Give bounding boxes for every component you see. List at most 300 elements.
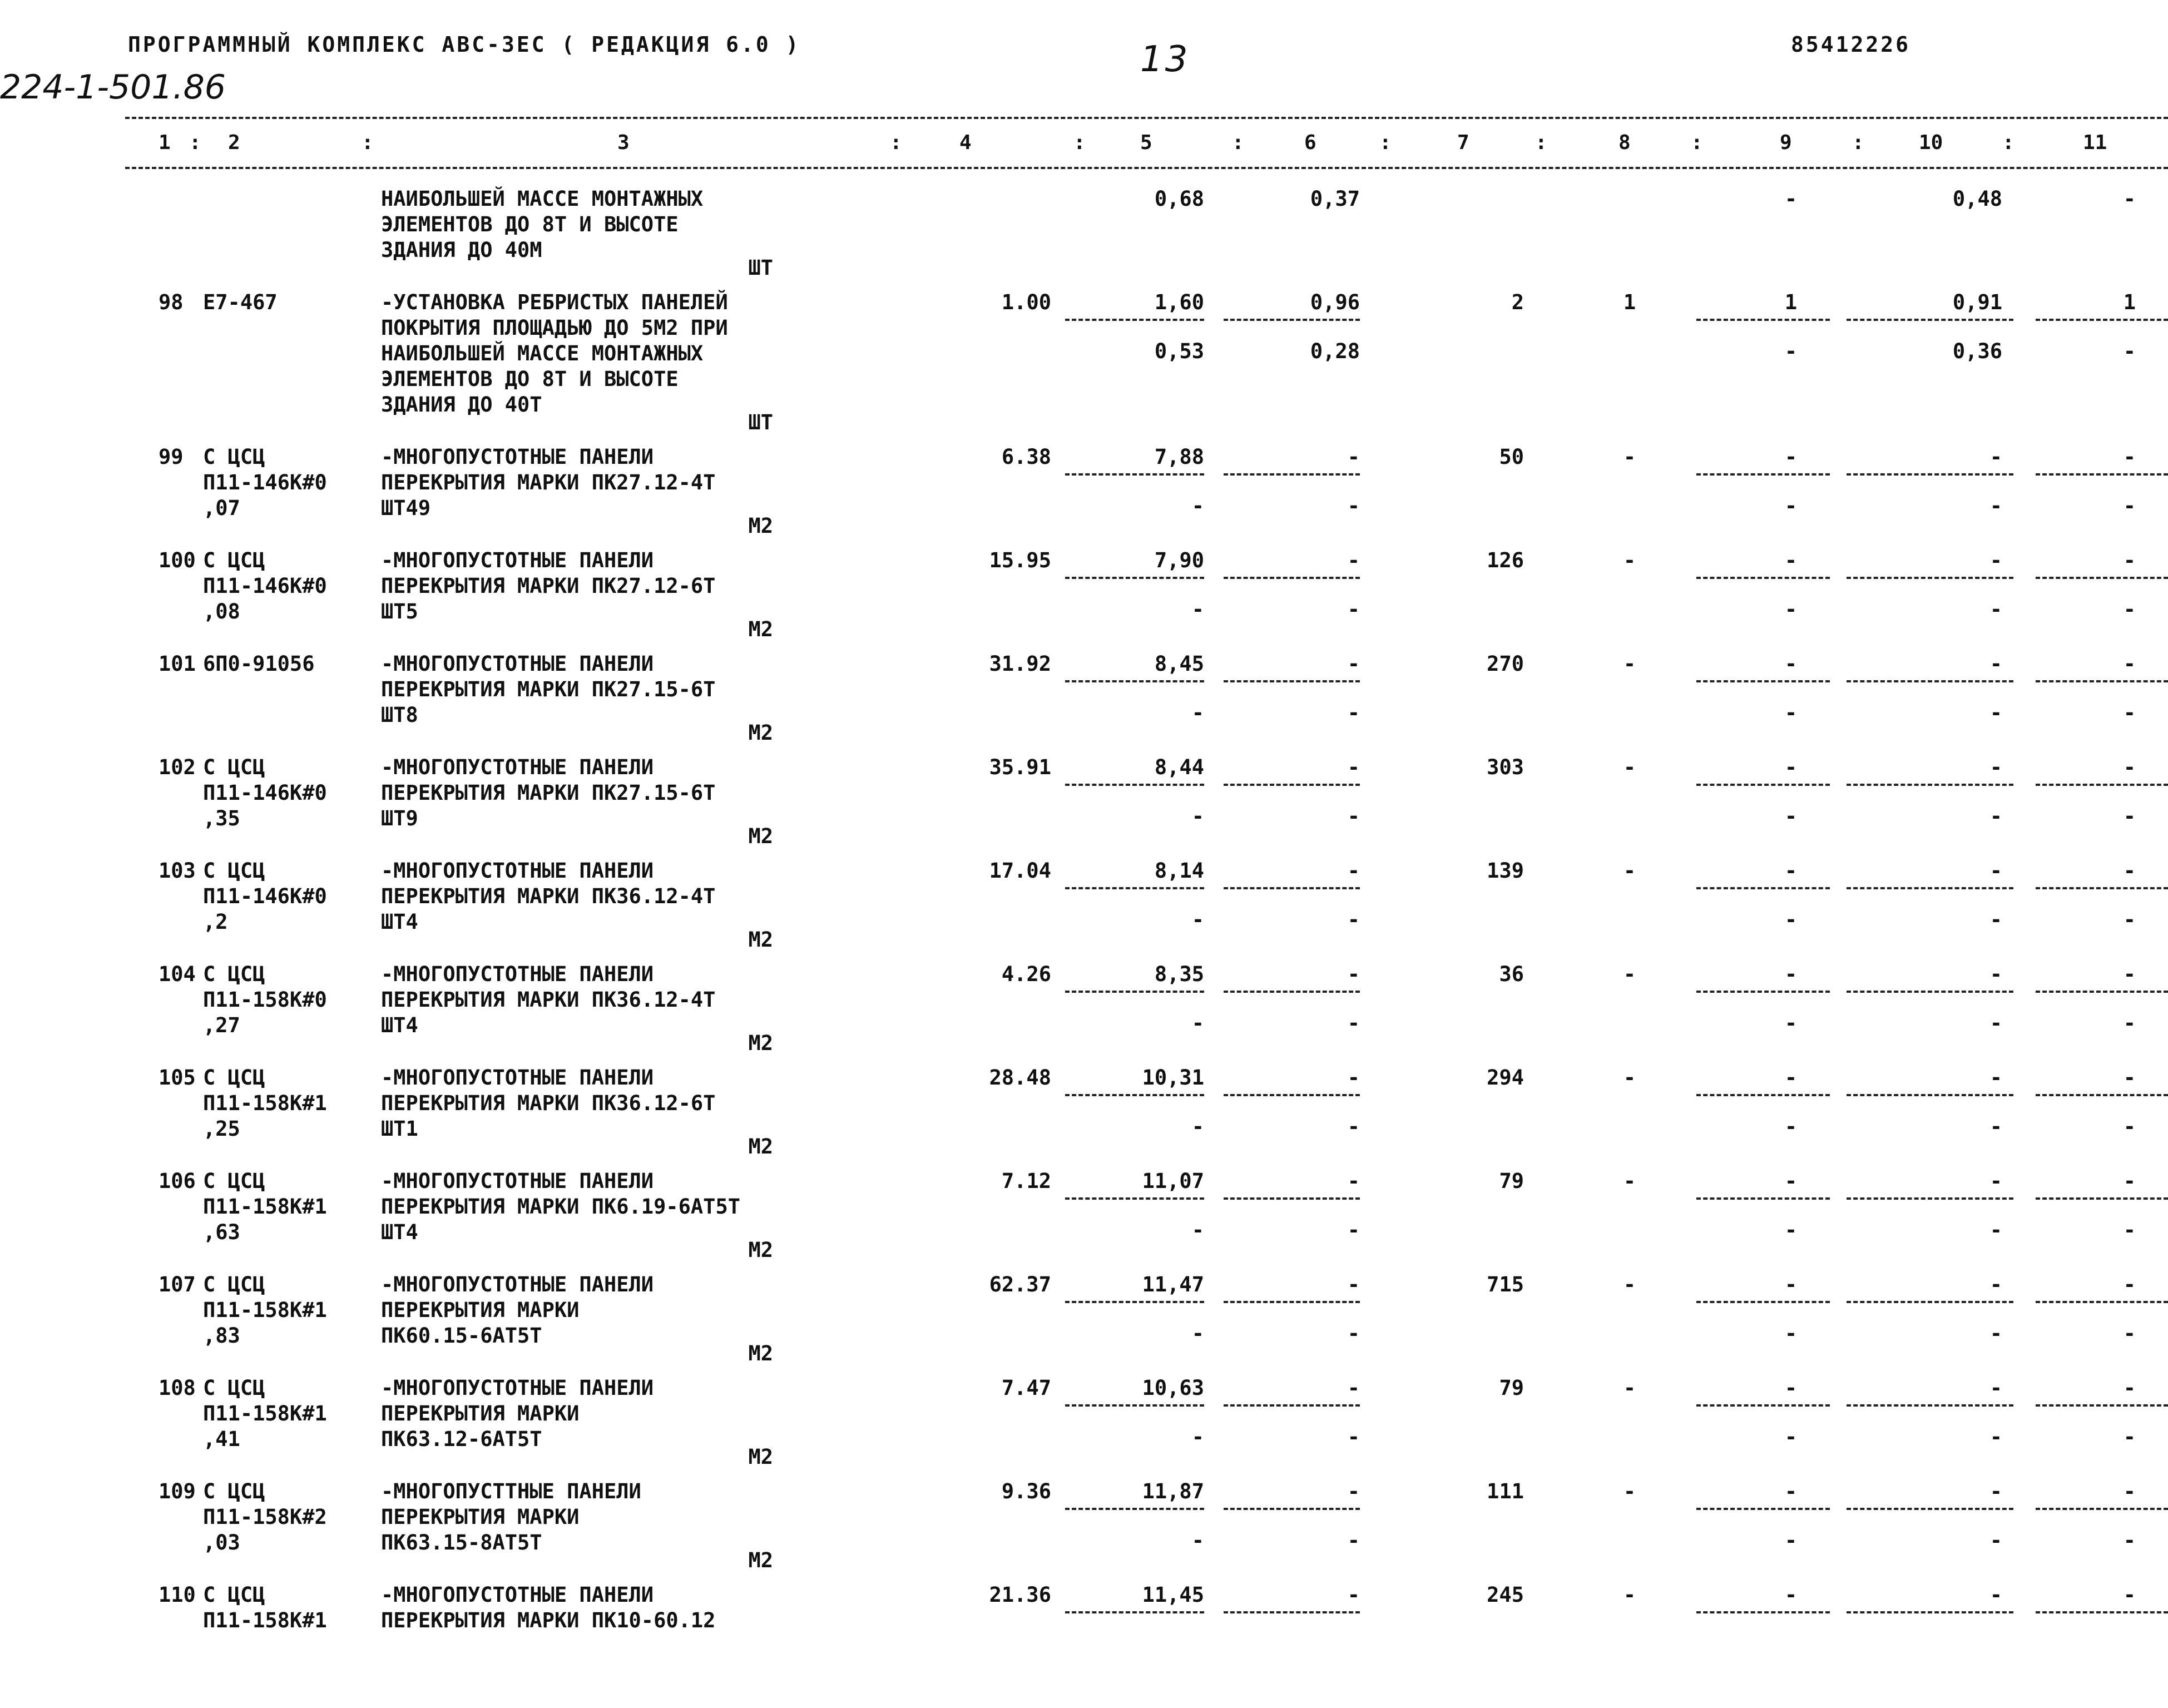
cell-col-4: 62.37	[989, 1273, 1051, 1296]
column-header-2: 2	[228, 131, 240, 154]
column-header-5: 5	[1140, 131, 1152, 154]
cell-col-10: -	[1989, 1169, 2002, 1193]
column-header-1: 1	[159, 131, 171, 154]
cell-col-9-lower: -	[1784, 908, 1798, 932]
sub-row-rule	[1847, 319, 2013, 321]
cell-col-5-lower: -	[1191, 1321, 1204, 1345]
row-code: П11-146К#0	[203, 884, 327, 908]
sub-row-rule	[2036, 319, 2168, 321]
cell-col-9: -	[1784, 962, 1798, 986]
row-number: 98	[159, 290, 184, 314]
cell-col-4: 6.38	[1001, 445, 1051, 469]
cell-col-5-lower: -	[1191, 597, 1204, 621]
cell-col-6: -	[1347, 859, 1360, 883]
column-separator: :	[890, 131, 902, 154]
cell-col-4: 21.36	[989, 1583, 1051, 1607]
sub-row-rule	[2036, 991, 2168, 993]
cell-col-8: -	[1623, 445, 1636, 469]
sub-row-rule	[2036, 887, 2168, 889]
cell-col-8: -	[1623, 652, 1636, 676]
sub-row-rule	[1696, 887, 1830, 889]
cell-col-10-lower: 0,36	[1952, 339, 2002, 363]
sub-row-rule	[1847, 1404, 2013, 1407]
sub-row-rule	[1224, 319, 1360, 321]
column-header-6: 6	[1304, 131, 1316, 154]
cell-col-6-lower: 0,28	[1310, 339, 1360, 363]
cell-col-4: 4.26	[1001, 962, 1051, 986]
row-code: П11-158К#1	[203, 1195, 327, 1219]
cell-col-11-lower: -	[2123, 804, 2136, 828]
cell-col-11-lower: -	[2123, 1115, 2136, 1138]
cell-col-11: -	[2123, 859, 2136, 883]
sub-row-rule	[1065, 319, 1204, 321]
cell-col-5: 8,35	[1154, 962, 1204, 986]
sub-row-rule	[2036, 577, 2168, 579]
cell-col-10: -	[1989, 652, 2002, 676]
row-description: ЭЛЕМЕНТОВ ДО 8Т И ВЫСОТЕ	[381, 212, 679, 236]
document-code: 85412226	[1791, 32, 1911, 57]
row-number: 99	[159, 445, 184, 469]
cell-col-9: -	[1784, 1479, 1798, 1503]
cell-col-11: -	[2123, 548, 2136, 572]
cell-col-6-lower: -	[1347, 1218, 1360, 1242]
row-description: ШТ4	[381, 910, 418, 934]
cell-col-11: -	[2123, 962, 2136, 986]
cell-col-6-lower: -	[1347, 701, 1360, 725]
cell-col-5: 11,07	[1142, 1169, 1204, 1193]
cell-col-11-lower: -	[2123, 339, 2136, 363]
row-description: ПЕРЕКРЫТИЯ МАРКИ ПК27.15-6Т	[381, 781, 716, 805]
cell-col-9: -	[1784, 755, 1798, 779]
row-number: 105	[159, 1066, 196, 1090]
cell-col-6-lower: -	[1347, 908, 1360, 932]
cell-col-9-lower: -	[1784, 701, 1798, 725]
cell-col-10: -	[1989, 1583, 2002, 1607]
row-description: ШТ4	[381, 1220, 418, 1244]
row-code: ,63	[203, 1220, 240, 1244]
row-unit: М2	[748, 617, 773, 641]
sub-row-rule	[2036, 1611, 2168, 1613]
sub-row-rule	[1696, 991, 1830, 993]
sub-row-rule	[1696, 319, 1830, 321]
sub-row-rule	[1224, 1508, 1360, 1510]
cell-col-8: -	[1623, 1066, 1636, 1090]
row-code: П11-158К#2	[203, 1505, 327, 1529]
cell-col-4: 1.00	[1001, 290, 1051, 314]
row-unit: М2	[748, 1135, 773, 1159]
cell-col-11: -	[2123, 1376, 2136, 1400]
cell-col-9-lower: -	[1784, 1321, 1798, 1345]
sub-row-rule	[1847, 1611, 2013, 1613]
cell-col-7: 303	[1487, 755, 1524, 779]
cell-col-8: -	[1623, 1376, 1636, 1400]
cell-col-7: 79	[1499, 1169, 1524, 1193]
cell-col-5: 1,60	[1154, 290, 1204, 314]
cell-col-7: 139	[1487, 859, 1524, 883]
row-number: 101	[159, 652, 196, 676]
sub-row-rule	[1065, 680, 1204, 682]
cell-col-6-lower: -	[1347, 494, 1360, 518]
sub-row-rule	[2036, 784, 2168, 786]
cell-col-9: -	[1784, 859, 1798, 883]
cell-col-9: -	[1784, 548, 1798, 572]
cell-col-11: -	[2123, 1479, 2136, 1503]
cell-col-4: 31.92	[989, 652, 1051, 676]
column-header-11: 11	[2083, 131, 2107, 154]
row-code: ,03	[203, 1531, 240, 1554]
sub-row-rule	[1696, 680, 1830, 682]
row-code: ,35	[203, 806, 240, 830]
sub-row-rule	[2036, 1197, 2168, 1200]
cell-col-6-lower: -	[1347, 1115, 1360, 1138]
cell-col-11: -	[2123, 1273, 2136, 1296]
cell-col-9-lower: -	[1784, 597, 1798, 621]
cell-col-9: -	[1784, 1169, 1798, 1193]
column-separator: :	[1691, 131, 1703, 154]
row-description: ШТ8	[381, 703, 418, 727]
row-number: 100	[159, 548, 196, 572]
sub-row-rule	[1847, 1197, 2013, 1200]
row-number: 109	[159, 1479, 196, 1503]
cell-col-8: -	[1623, 1169, 1636, 1193]
cell-col-9: 1	[1784, 290, 1798, 314]
row-description: -МНОГОПУСТОТНЫЕ ПАНЕЛИ	[381, 1169, 654, 1193]
cell-col-11: -	[2123, 755, 2136, 779]
sub-row-rule	[1065, 1508, 1204, 1510]
cell-col-11: -	[2123, 1583, 2136, 1607]
row-code: П11-146К#0	[203, 471, 327, 494]
cell-col-5-lower: -	[1191, 804, 1204, 828]
row-code: П11-158К#1	[203, 1298, 327, 1322]
cell-col-6: -	[1347, 1376, 1360, 1400]
row-description: ПК60.15-6АТ5Т	[381, 1324, 542, 1348]
cell-col-5-lower: -	[1191, 1115, 1204, 1138]
row-number: 106	[159, 1169, 196, 1193]
row-description: -МНОГОПУСТОТНЫЕ ПАНЕЛИ	[381, 1376, 654, 1400]
row-code: ,27	[203, 1013, 240, 1037]
column-header-7: 7	[1457, 131, 1469, 154]
row-unit: М2	[748, 824, 773, 848]
row-description: ШТ4	[381, 1013, 418, 1037]
row-description: ПЕРЕКРЫТИЯ МАРКИ	[381, 1402, 580, 1425]
row-code: С ЦСЦ	[203, 1583, 265, 1607]
cell-col-10: -	[1989, 1479, 2002, 1503]
cell-col-4: 7.12	[1001, 1169, 1051, 1193]
row-description: ШТ1	[381, 1117, 418, 1141]
sub-row-rule	[1224, 1301, 1360, 1303]
row-code: С ЦСЦ	[203, 1273, 265, 1296]
row-code: 6П0-91056	[203, 652, 315, 676]
row-description: -МНОГОПУСТОТНЫЕ ПАНЕЛИ	[381, 1273, 654, 1296]
row-description: ПЕРЕКРЫТИЯ МАРКИ ПК10-60.12	[381, 1608, 716, 1632]
sub-row-rule	[2036, 1094, 2168, 1096]
cell-col-9-lower: -	[1784, 1011, 1798, 1035]
cell-col-6-lower: -	[1347, 1425, 1360, 1449]
cell-col-11-lower: -	[2123, 908, 2136, 932]
row-description: ПЕРЕКРЫТИЯ МАРКИ ПК6.19-6АТ5Т	[381, 1195, 741, 1219]
row-description: ПЕРЕКРЫТИЯ МАРКИ	[381, 1505, 580, 1529]
row-number: 104	[159, 962, 196, 986]
row-code: ,83	[203, 1324, 240, 1348]
sub-row-rule	[2036, 1508, 2168, 1510]
cell-col-9: -	[1784, 1376, 1798, 1400]
cell-col-5-lower: -	[1191, 908, 1204, 932]
page-number: 13	[1140, 39, 1190, 80]
cell-col-6-lower: -	[1347, 597, 1360, 621]
row-description: -МНОГОПУСТОТНЫЕ ПАНЕЛИ	[381, 445, 654, 469]
column-separator: :	[1379, 131, 1392, 154]
row-code: ,25	[203, 1117, 240, 1141]
cell-col-5: 10,63	[1142, 1376, 1204, 1400]
row-code: С ЦСЦ	[203, 1479, 265, 1503]
sub-row-rule	[1696, 473, 1830, 476]
sub-row-rule	[1065, 473, 1204, 476]
row-description: ЗДАНИЯ ДО 40М	[381, 238, 542, 262]
sub-row-rule	[1224, 680, 1360, 682]
row-code: ,41	[203, 1427, 240, 1451]
column-header-8: 8	[1618, 131, 1631, 154]
row-description: -МНОГОПУСТОТНЫЕ ПАНЕЛИ	[381, 548, 654, 572]
cell-col-10-lower: -	[1989, 597, 2002, 621]
cell-col-11-lower: -	[2123, 597, 2136, 621]
cell-col-6: -	[1347, 962, 1360, 986]
cell-col-7: 270	[1487, 652, 1524, 676]
sub-row-rule	[1696, 1404, 1830, 1407]
cell-col-10: -	[1989, 1273, 2002, 1296]
row-description: ШТ5	[381, 600, 418, 623]
cell-col-4: 15.95	[989, 548, 1051, 572]
cell-col-5-lower: 0,53	[1154, 339, 1204, 363]
cell-col-11-lower: -	[2123, 1425, 2136, 1449]
cell-col-5-lower: -	[1191, 701, 1204, 725]
cell-col-8: -	[1623, 962, 1636, 986]
cell-col-9: -	[1784, 1273, 1798, 1296]
sub-row-rule	[1224, 577, 1360, 579]
sub-row-rule	[1065, 1404, 1204, 1407]
column-separator: :	[2002, 131, 2014, 154]
row-unit: М2	[748, 1445, 773, 1469]
cell-col-5: 7,90	[1154, 548, 1204, 572]
column-separator: :	[1232, 131, 1244, 154]
cell-col-10: -	[1989, 859, 2002, 883]
cell-col-7: 245	[1487, 1583, 1524, 1607]
column-separator: :	[362, 131, 374, 154]
cell-col-9-lower: -	[1784, 494, 1798, 518]
cell-col-11: -	[2123, 187, 2136, 211]
row-description: ПК63.15-8АТ5Т	[381, 1531, 542, 1554]
sub-row-rule	[1065, 887, 1204, 889]
row-description: НАИБОЛЬШЕЙ МАССЕ МОНТАЖНЫХ	[381, 341, 704, 365]
row-unit: М2	[748, 928, 773, 952]
cell-col-9-lower: -	[1784, 1218, 1798, 1242]
sub-row-rule	[1847, 680, 2013, 682]
cell-col-11-lower: -	[2123, 701, 2136, 725]
sub-row-rule	[1847, 784, 2013, 786]
cell-col-10-lower: -	[1989, 1321, 2002, 1345]
cell-col-10: -	[1989, 548, 2002, 572]
cell-col-9: -	[1784, 1583, 1798, 1607]
cell-col-5: 0,68	[1154, 187, 1204, 211]
row-code: П11-146К#0	[203, 574, 327, 598]
cell-col-6: -	[1347, 1066, 1360, 1090]
cell-col-10: -	[1989, 755, 2002, 779]
cell-col-4: 9.36	[1001, 1479, 1051, 1503]
cell-col-11-lower: -	[2123, 1528, 2136, 1552]
row-code: П11-158К#1	[203, 1091, 327, 1115]
sub-row-rule	[1224, 1611, 1360, 1613]
cell-col-10-lower: -	[1989, 908, 2002, 932]
cell-col-8: -	[1623, 1479, 1636, 1503]
sub-row-rule	[1224, 473, 1360, 476]
row-description: ПК63.12-6АТ5Т	[381, 1427, 542, 1451]
cell-col-7: 715	[1487, 1273, 1524, 1296]
cell-col-9: -	[1784, 1066, 1798, 1090]
row-description: -МНОГОПУСТОТНЫЕ ПАНЕЛИ	[381, 859, 654, 883]
table-top-rule	[125, 117, 2168, 119]
cell-col-6: -	[1347, 1273, 1360, 1296]
cell-col-7: 2	[1511, 290, 1524, 314]
sub-row-rule	[1847, 1301, 2013, 1303]
cell-col-11: -	[2123, 445, 2136, 469]
row-code: П11-158К#1	[203, 1402, 327, 1425]
cell-col-5: 11,47	[1142, 1273, 1204, 1296]
cell-col-6: -	[1347, 445, 1360, 469]
cell-col-5: 11,87	[1142, 1479, 1204, 1503]
row-code: П11-158К#0	[203, 988, 327, 1012]
cell-col-6: -	[1347, 1479, 1360, 1503]
cell-col-9-lower: -	[1784, 339, 1798, 363]
cell-col-11: -	[2123, 1066, 2136, 1090]
row-description: ПЕРЕКРЫТИЯ МАРКИ ПК36.12-4Т	[381, 988, 716, 1012]
cell-col-8: 1	[1623, 290, 1636, 314]
cell-col-5-lower: -	[1191, 1528, 1204, 1552]
row-description: ПОКРЫТИЯ ПЛОЩАДЬЮ ДО 5М2 ПРИ	[381, 316, 728, 340]
cell-col-11-lower: -	[2123, 1218, 2136, 1242]
column-separator: :	[1073, 131, 1086, 154]
cell-col-10-lower: -	[1989, 1115, 2002, 1138]
row-description: -МНОГОПУСТТНЫЕ ПАНЕЛИ	[381, 1479, 641, 1503]
cell-col-4: 7.47	[1001, 1376, 1051, 1400]
cell-col-10: -	[1989, 1066, 2002, 1090]
row-number: 102	[159, 755, 196, 779]
cell-col-6-lower: -	[1347, 1528, 1360, 1552]
sub-row-rule	[1696, 1508, 1830, 1510]
sub-row-rule	[1065, 1611, 1204, 1613]
cell-col-5: 11,45	[1142, 1583, 1204, 1607]
cell-col-10-lower: -	[1989, 804, 2002, 828]
sub-row-rule	[2036, 680, 2168, 682]
row-number: 107	[159, 1273, 196, 1296]
row-description: -УСТАНОВКА РЕБРИСТЫХ ПАНЕЛЕЙ	[381, 290, 728, 314]
sub-row-rule	[1696, 1197, 1830, 1200]
row-description: ШТ49	[381, 496, 431, 520]
cell-col-9-lower: -	[1784, 1528, 1798, 1552]
cell-col-6-lower: -	[1347, 1011, 1360, 1035]
table-header-rule	[125, 167, 2168, 169]
cell-col-9-lower: -	[1784, 1425, 1798, 1449]
column-separator: :	[1852, 131, 1864, 154]
sub-row-rule	[1065, 991, 1204, 993]
row-code: С ЦСЦ	[203, 1376, 265, 1400]
row-description: -МНОГОПУСТОТНЫЕ ПАНЕЛИ	[381, 652, 654, 676]
cell-col-5: 8,44	[1154, 755, 1204, 779]
cell-col-11: -	[2123, 1169, 2136, 1193]
row-unit: М2	[748, 1548, 773, 1572]
row-description: -МНОГОПУСТОТНЫЕ ПАНЕЛИ	[381, 755, 654, 779]
row-description: ПЕРЕКРЫТИЯ МАРКИ ПК27.12-4Т	[381, 471, 716, 494]
cell-col-6: -	[1347, 755, 1360, 779]
row-description: ПЕРЕКРЫТИЯ МАРКИ ПК27.12-6Т	[381, 574, 716, 598]
cell-col-11: 1	[2123, 290, 2136, 314]
sub-row-rule	[1696, 1611, 1830, 1613]
column-header-9: 9	[1780, 131, 1792, 154]
row-description: ШТ9	[381, 806, 418, 830]
row-unit: М2	[748, 514, 773, 538]
cell-col-6-lower: -	[1347, 804, 1360, 828]
cell-col-5: 8,14	[1154, 859, 1204, 883]
cell-col-6: -	[1347, 1169, 1360, 1193]
cell-col-6: -	[1347, 1583, 1360, 1607]
sub-row-rule	[1847, 887, 2013, 889]
cell-col-9: -	[1784, 445, 1798, 469]
sub-row-rule	[1696, 577, 1830, 579]
cell-col-8: -	[1623, 1583, 1636, 1607]
sub-row-rule	[1696, 1094, 1830, 1096]
row-description: НАИБОЛЬШЕЙ МАССЕ МОНТАЖНЫХ	[381, 187, 704, 211]
row-description: -МНОГОПУСТОТНЫЕ ПАНЕЛИ	[381, 1066, 654, 1090]
cell-col-10: 0,91	[1952, 290, 2002, 314]
sub-row-rule	[1065, 1197, 1204, 1200]
sub-row-rule	[1847, 1094, 2013, 1096]
row-unit: ШТ	[748, 256, 773, 280]
sub-row-rule	[1847, 991, 2013, 993]
cell-col-5-lower: -	[1191, 1425, 1204, 1449]
sub-row-rule	[1065, 1301, 1204, 1303]
cell-col-8: -	[1623, 755, 1636, 779]
sub-row-rule	[1065, 784, 1204, 786]
sub-row-rule	[1065, 1094, 1204, 1096]
program-header: ПРОГРАММНЫЙ КОМПЛЕКС АВС-ЗЕС ( РЕДАКЦИЯ 6.0 )	[128, 32, 801, 57]
row-description: ПЕРЕКРЫТИЯ МАРКИ ПК27.15-6Т	[381, 677, 716, 701]
cell-col-5-lower: -	[1191, 494, 1204, 518]
column-header-4: 4	[959, 131, 972, 154]
cell-col-10: -	[1989, 445, 2002, 469]
row-description: -МНОГОПУСТОТНЫЕ ПАНЕЛИ	[381, 962, 654, 986]
document-id: 224-1-501.86	[0, 68, 226, 107]
sub-row-rule	[1224, 784, 1360, 786]
cell-col-4: 28.48	[989, 1066, 1051, 1090]
cell-col-5: 10,31	[1142, 1066, 1204, 1090]
row-unit: М2	[748, 721, 773, 745]
cell-col-10: -	[1989, 962, 2002, 986]
sub-row-rule	[1847, 473, 2013, 476]
row-code: С ЦСЦ	[203, 962, 265, 986]
row-code: С ЦСЦ	[203, 1066, 265, 1090]
row-code: П11-146К#0	[203, 781, 327, 805]
sub-row-rule	[1696, 784, 1830, 786]
row-code: С ЦСЦ	[203, 755, 265, 779]
cell-col-6: -	[1347, 548, 1360, 572]
cell-col-9: -	[1784, 652, 1798, 676]
sub-row-rule	[1065, 577, 1204, 579]
cell-col-10: 0,48	[1952, 187, 2002, 211]
sub-row-rule	[1224, 1404, 1360, 1407]
row-code: С ЦСЦ	[203, 1169, 265, 1193]
cell-col-11: -	[2123, 652, 2136, 676]
cell-col-7: 79	[1499, 1376, 1524, 1400]
cell-col-7: 50	[1499, 445, 1524, 469]
cell-col-4: 17.04	[989, 859, 1051, 883]
